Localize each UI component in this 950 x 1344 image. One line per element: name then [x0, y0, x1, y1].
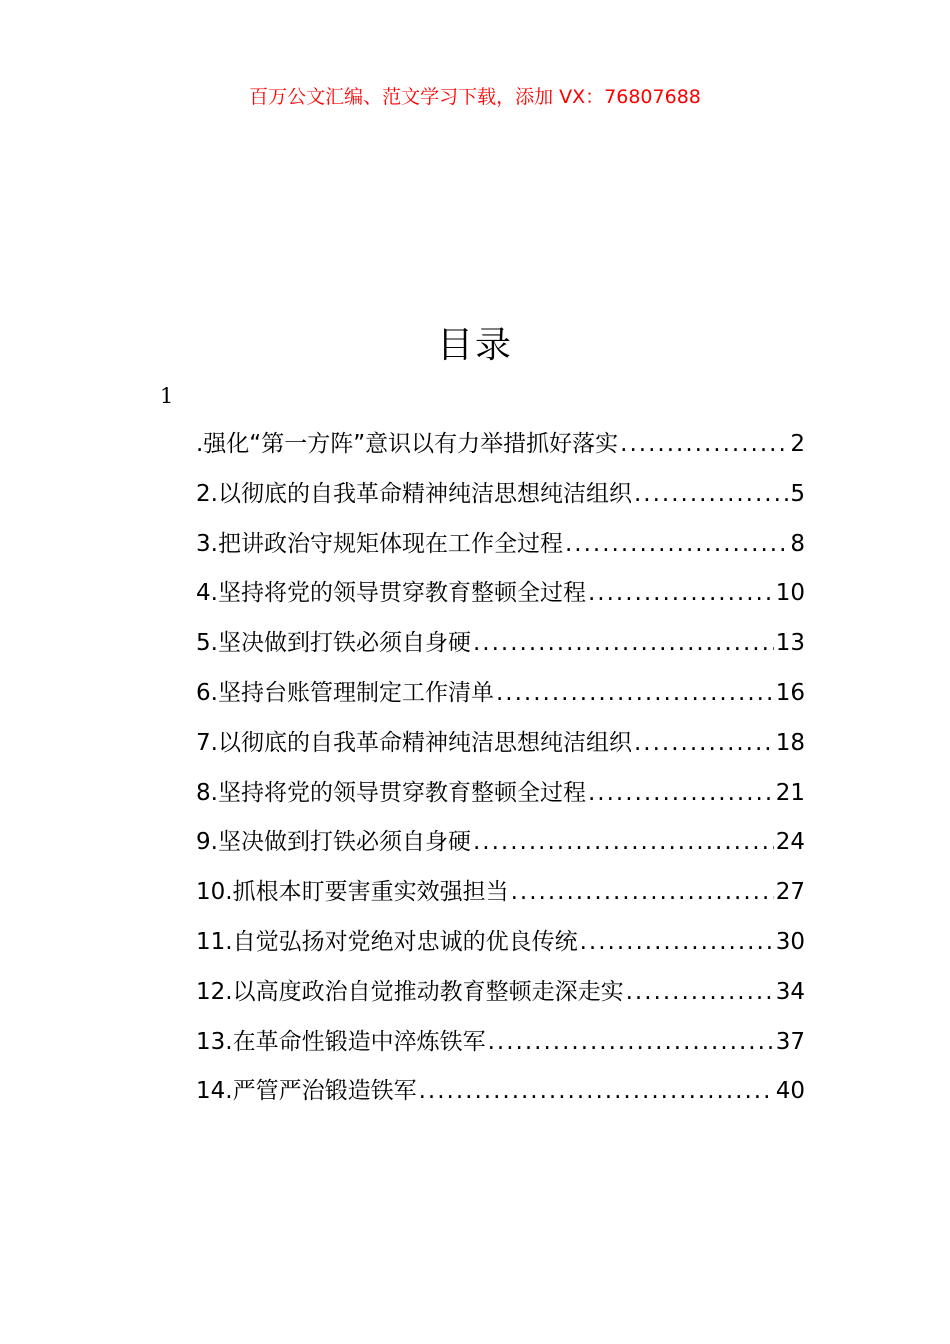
- toc-leader-dots: [496, 675, 774, 711]
- toc-leader-dots: [473, 625, 774, 661]
- toc-entry[interactable]: [196, 775, 805, 825]
- toc-entry-page: 27: [775, 879, 805, 906]
- toc-entry[interactable]: [196, 874, 805, 924]
- toc-entry-title: 3.把讲政治守规矩体现在工作全过程: [196, 530, 563, 557]
- toc-entry-title: 9.坚决做到打铁必须自身硬: [196, 829, 471, 856]
- toc-entry-title: 4.坚持将党的领导贯穿教育整顿全过程: [196, 580, 586, 607]
- toc-entry[interactable]: [196, 974, 805, 1024]
- header-banner: 百万公文汇编、范文学习下载，添加 VX：76807688: [249, 86, 701, 108]
- toc-entry[interactable]: [196, 1024, 805, 1074]
- table-of-contents: [196, 426, 805, 1123]
- section-number: 1: [160, 384, 174, 408]
- toc-entry-title: .强化“第一方阵”意识以有力举措抓好落实: [196, 431, 619, 457]
- toc-entry-page: 34: [775, 978, 805, 1005]
- toc-entry-page: 30: [775, 928, 805, 955]
- toc-entry[interactable]: [196, 1073, 805, 1123]
- toc-leader-dots: [626, 974, 774, 1010]
- toc-entry-page: 16: [775, 679, 805, 706]
- toc-leader-dots: [511, 874, 774, 910]
- toc-entry-page: 37: [775, 1028, 805, 1055]
- toc-entry[interactable]: [196, 924, 805, 974]
- toc-entry[interactable]: [196, 476, 805, 526]
- toc-leader-dots: [580, 924, 774, 960]
- toc-entry[interactable]: [196, 526, 805, 576]
- toc-entry-page: 21: [775, 779, 805, 806]
- toc-entry-title: 6.坚持台账管理制定工作清单: [196, 679, 494, 706]
- toc-entry-page: 5: [790, 480, 805, 507]
- toc-leader-dots: [565, 526, 788, 562]
- toc-entry-title: 13.在革命性锻造中淬炼铁军: [196, 1028, 486, 1055]
- toc-entry-page: 8: [790, 530, 805, 557]
- toc-leader-dots: [620, 426, 788, 462]
- toc-entry[interactable]: [196, 426, 805, 476]
- toc-entry-title: 7.以彻底的自我革命精神纯洁思想纯洁组织: [196, 729, 632, 756]
- toc-entry-page: 10: [775, 580, 805, 607]
- toc-entry-page: 40: [775, 1078, 805, 1105]
- toc-entry-title: 5.坚决做到打铁必须自身硬: [196, 630, 471, 657]
- page-title: 目录: [436, 325, 513, 366]
- toc-entry-page: 18: [775, 729, 805, 756]
- toc-leader-dots: [634, 476, 788, 512]
- toc-entry-title: 10.抓根本盯要害重实效强担当: [196, 879, 509, 906]
- toc-entry[interactable]: [196, 824, 805, 874]
- toc-entry-page: 13: [775, 630, 805, 657]
- toc-leader-dots: [588, 775, 774, 811]
- toc-leader-dots: [419, 1073, 774, 1109]
- toc-entry[interactable]: [196, 625, 805, 675]
- toc-leader-dots: [473, 824, 774, 860]
- toc-entry-title: 11.自觉弘扬对党绝对忠诚的优良传统: [196, 928, 578, 955]
- toc-entry-page: 24: [775, 829, 805, 856]
- toc-entry[interactable]: [196, 725, 805, 775]
- toc-leader-dots: [488, 1024, 774, 1060]
- toc-leader-dots: [588, 575, 774, 611]
- toc-entry-page: 2: [790, 431, 805, 457]
- toc-entry-title: 8.坚持将党的领导贯穿教育整顿全过程: [196, 779, 586, 806]
- toc-entry-title: 14.严管严治锻造铁军: [196, 1078, 417, 1105]
- toc-entry[interactable]: [196, 675, 805, 725]
- toc-entry-title: 2.以彻底的自我革命精神纯洁思想纯洁组织: [196, 480, 632, 507]
- toc-entry[interactable]: [196, 575, 805, 625]
- toc-entry-title: 12.以高度政治自觉推动教育整顿走深走实: [196, 978, 624, 1005]
- toc-leader-dots: [634, 725, 774, 761]
